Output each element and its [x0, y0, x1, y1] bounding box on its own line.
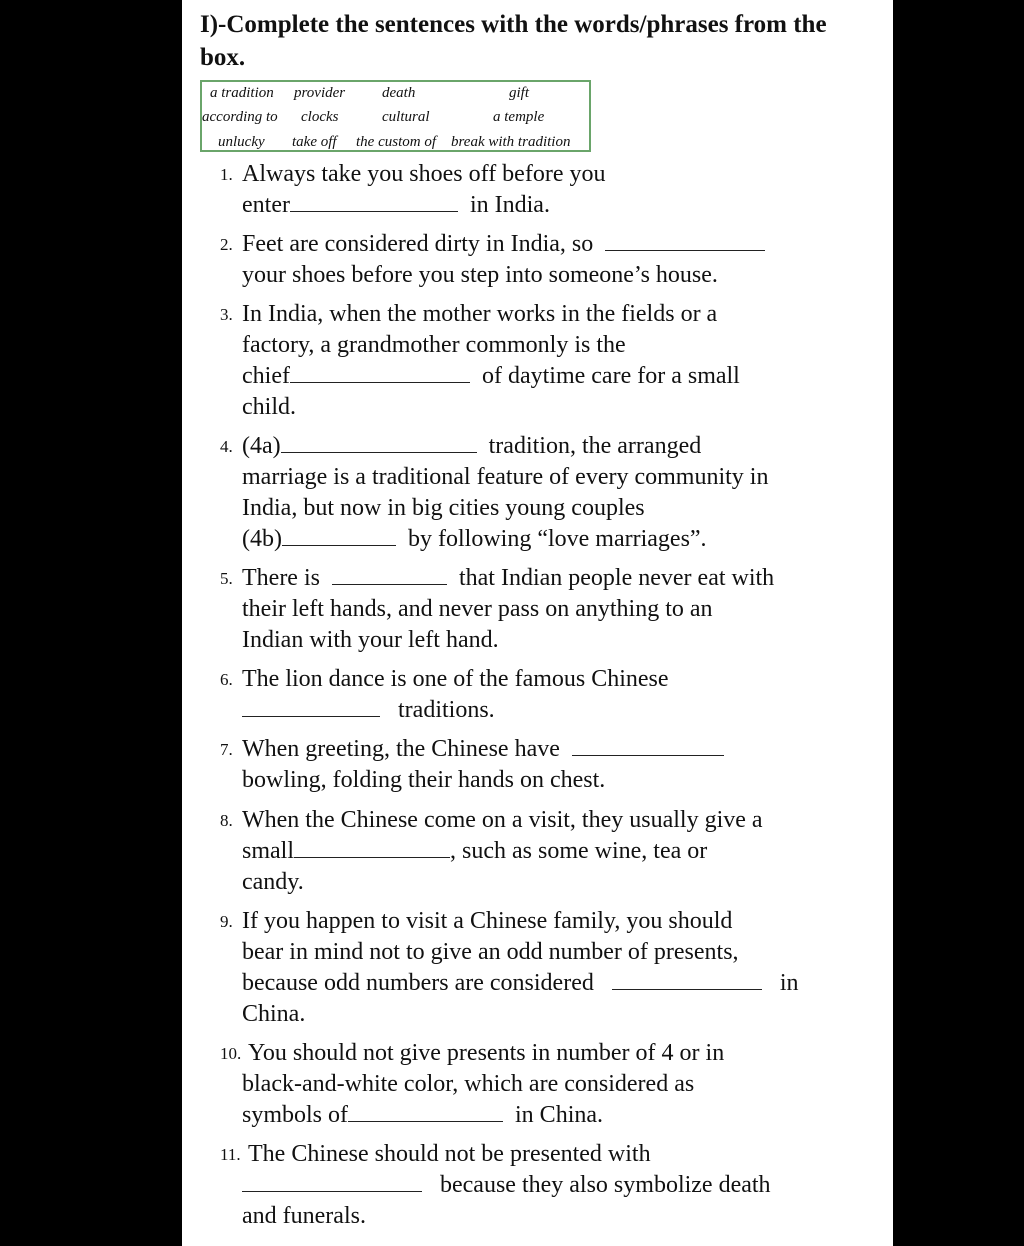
answer-blank[interactable] [348, 1101, 503, 1122]
question-number: 1. [220, 165, 233, 184]
question-text: When greeting, the Chinese have [242, 734, 724, 765]
word-option: take off [292, 134, 337, 150]
question-number: 8. [220, 811, 233, 830]
question-text: symbols of in China. [242, 1102, 604, 1128]
word-option: clocks [301, 109, 339, 125]
answer-blank[interactable] [612, 969, 762, 990]
question-text: Feet are considered dirty in India, so [242, 229, 765, 260]
question-text: black-and-white color, which are considered as [242, 1071, 695, 1097]
question-text: Always take you shoes off before you [242, 161, 606, 187]
question-text: In India, when the mother works in the fields or a [242, 301, 718, 327]
question-number: 7. [220, 740, 233, 759]
question-text: chief of daytime care for a small [242, 363, 740, 389]
exercise-heading: I)-Complete the sentences with the words/phrases from the box. [200, 11, 827, 71]
question-number: 2. [220, 235, 233, 254]
answer-blank[interactable] [290, 362, 470, 383]
question-text: traditions. [242, 695, 495, 726]
question-text: Indian with your left hand. [242, 627, 499, 653]
word-option: a tradition [210, 85, 274, 101]
question-text: (4b) by following “love marriages”. [242, 526, 707, 552]
answer-blank[interactable] [605, 230, 765, 251]
question-number: 9. [220, 912, 233, 931]
word-box [200, 80, 591, 152]
answer-blank[interactable] [242, 1171, 422, 1192]
question-text: India, but now in big cities young couples [242, 495, 645, 521]
question-text: The lion dance is one of the famous Chinese [242, 666, 669, 692]
question-text: enter in India. [242, 192, 550, 218]
question-text: You should not give presents in number of 4 or in [248, 1040, 725, 1066]
question-number: 4. [220, 437, 233, 456]
question-number: 5. [220, 569, 233, 588]
word-option: death [382, 85, 416, 101]
word-option: a temple [493, 109, 545, 125]
answer-blank[interactable] [282, 525, 396, 546]
worksheet-page [182, 0, 893, 1246]
question-text: If you happen to visit a Chinese family, you should [242, 908, 733, 934]
question-text: your shoes before you step into someone’s house. [242, 262, 718, 288]
answer-blank[interactable] [242, 696, 380, 717]
question-text: candy. [242, 869, 304, 895]
word-option: cultural [382, 109, 430, 125]
question-text: small , such as some wine, tea or [242, 838, 708, 864]
answer-blank[interactable] [281, 432, 477, 453]
word-option: unlucky [218, 134, 265, 150]
question-number: 6. [220, 670, 233, 689]
word-option: provider [294, 85, 346, 101]
question-text: (4a) tradition, the arranged [242, 433, 702, 459]
question-text: because they also symbolize death [242, 1170, 771, 1201]
word-option: according to [202, 109, 278, 125]
question-text: their left hands, and never pass on anything to an [242, 596, 713, 622]
question-text: The Chinese should not be presented with [248, 1141, 651, 1167]
answer-blank[interactable] [572, 735, 724, 756]
answer-blank[interactable] [294, 837, 450, 858]
question-number: 10. [220, 1044, 242, 1063]
question-text: There is that Indian people never eat with [242, 565, 775, 591]
question-text: bowling, folding their hands on chest. [242, 767, 606, 793]
word-option: break with tradition [451, 134, 571, 150]
question-text: and funerals. [242, 1203, 366, 1229]
question-text: When the Chinese come on a visit, they usually give a [242, 807, 763, 833]
question-text: child. [242, 394, 296, 420]
answer-blank[interactable] [290, 191, 458, 212]
question-text: factory, a grandmother commonly is the [242, 332, 626, 358]
answer-blank[interactable] [332, 564, 447, 585]
question-text: because odd numbers are considered in [242, 970, 799, 996]
question-text: bear in mind not to give an odd number of presents, [242, 939, 739, 965]
question-text: China. [242, 1001, 306, 1027]
word-option: the custom of [356, 134, 436, 150]
word-option: gift [509, 85, 530, 101]
cropped-next-heading [200, 1238, 880, 1246]
question-number: 11. [220, 1145, 241, 1164]
question-number: 3. [220, 305, 233, 324]
question-text: marriage is a traditional feature of every community in [242, 464, 769, 490]
